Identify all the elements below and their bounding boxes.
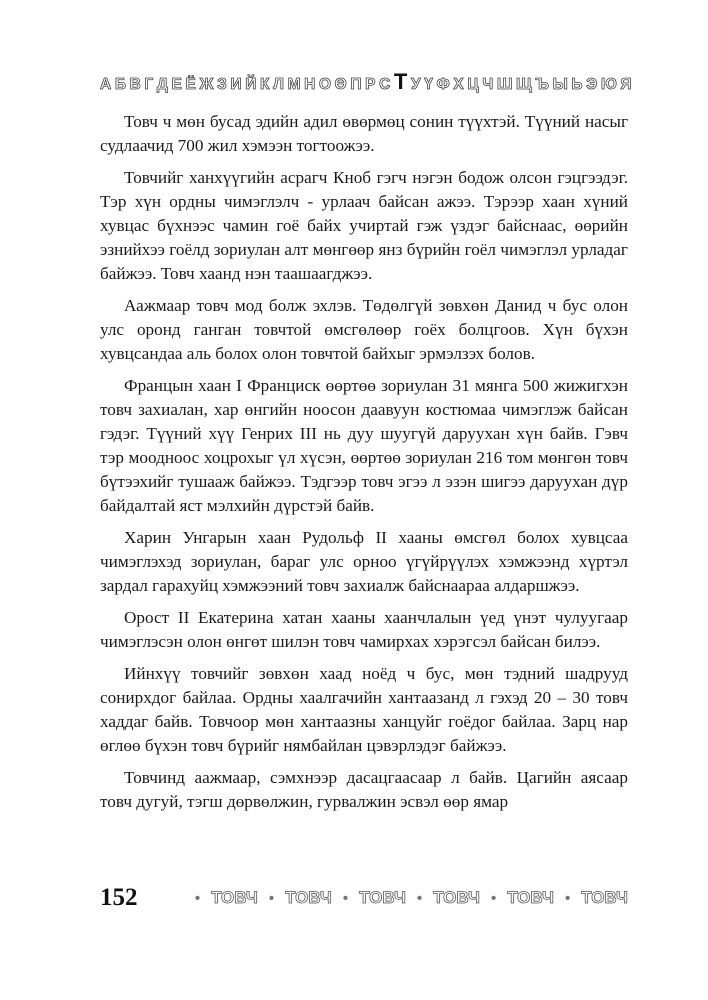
alphabet-letter: Б <box>114 76 126 93</box>
bullet-separator: • <box>490 889 497 907</box>
paragraph: Товч ч мөн бусад эдийн адил өвөрмөц сонин түүхтэй. Түүний насыг судлаачид 700 жил хэмээн тогтоожээ. <box>100 112 628 155</box>
bullet-separator: • <box>342 889 349 907</box>
alphabet-letter: М <box>287 76 301 93</box>
running-title-word: ТОВЧ <box>581 888 628 907</box>
alphabet-letter: Л <box>273 76 284 93</box>
bullet-separator: • <box>416 889 423 907</box>
alphabet-letter: Р <box>365 76 376 93</box>
page-footer <box>100 878 628 918</box>
alphabet-letter: Ж <box>199 76 214 93</box>
alphabet-letter: Ъ <box>535 76 549 93</box>
alphabet-letter: Ш <box>496 76 513 93</box>
bullet-separator: • <box>268 889 275 907</box>
text-body <box>100 110 628 822</box>
alphabet-letter: З <box>217 76 227 93</box>
alphabet-header <box>100 69 632 95</box>
alphabet-letter: Ө <box>334 76 347 93</box>
alphabet-letter: П <box>350 76 362 93</box>
alphabet-letter: В <box>129 76 141 93</box>
page-number: 152 <box>100 884 138 911</box>
bullet-separator: • <box>194 889 201 907</box>
running-title-word: ТОВЧ <box>433 888 480 907</box>
alphabet-letter: У <box>411 76 421 93</box>
alphabet-letter: Ю <box>600 76 617 93</box>
alphabet-letter: С <box>379 76 391 93</box>
paragraph: Ийнхүү товчийг зөвхөн хаад ноёд ч бус, мөн тэдний шадрууд сонирхдог байлаа. Ордны хаалгачийн хантаазанд л гэхэд 20 – 30 товч хаддаг байв. Товчоор мөн хантаазны ханцуйг гоёдог байлаа. Зарц нар өглөө бүхэн товч бүрийг нямбайлан цэвэрлэдэг байжээ. <box>100 664 628 755</box>
running-title-word: ТОВЧ <box>359 888 406 907</box>
alphabet-letter: Й <box>245 76 257 93</box>
bullet-separator: • <box>564 889 571 907</box>
alphabet-letter: И <box>230 76 242 93</box>
alphabet-letter: Д <box>156 76 168 93</box>
paragraph: Францын хаан I Франциск өөртөө зориулан 31 мянга 500 жижигхэн товч захиалан, хар өнгийн ноосон даавуун костюмаа чимэглэж байсан гэдэг. Түүний хүү Генрих III нь дуу шуугүй даруухан хүн байв. Гэвч тэр моодноос хоцрохыг үл хүсэн, өөртөө зориулан 216 том мөнгөн товч бүтээхийг тушааж байжээ. Тэдгээр товч эгээ л эзэн шигээ даруухан дүр байдалтай яст мэлхийн дүрстэй байв. <box>100 376 628 515</box>
alphabet-letter: Х <box>453 76 464 93</box>
alphabet-letter: Ё <box>185 76 196 93</box>
running-title <box>195 888 628 908</box>
alphabet-letter: Щ <box>516 76 532 93</box>
running-title-word: ТОВЧ <box>285 888 332 907</box>
alphabet-letter: О <box>318 76 332 93</box>
paragraph: Аажмаар товч мод болж эхлэв. Төдөлгүй зөвхөн Данид ч бус олон улс оронд ганган товчтой өмсгөлөөр гоёх болцгоов. Хүн бүхэн хувцсандаа аль болох олон товчтой байхыг эрмэлзэх болов. <box>100 296 628 363</box>
alphabet-letter: Я <box>620 76 632 93</box>
running-title-word: ТОВЧ <box>507 888 554 907</box>
alphabet-letter: Ь <box>571 76 583 93</box>
alphabet-letter: Г <box>144 76 154 93</box>
alphabet-letter: Ф <box>436 76 450 93</box>
paragraph: Орост II Екатерина хатан хааны хаанчлалын үед үнэт чулуугаар чимэглэсэн олон өнгөт шилэн товч чамирхах хэрэгсэл байсан билээ. <box>100 608 628 651</box>
alphabet-letter: Е <box>171 76 182 93</box>
alphabet-letter-active: Т <box>393 69 408 94</box>
alphabet-letter: Н <box>304 76 316 93</box>
running-title-word: ТОВЧ <box>211 888 258 907</box>
paragraph: Товчинд аажмаар, сэмхнээр дасацгаасаар л байв. Цагийн аясаар товч дугуй, тэгш дөрвөлжин, гурвалжин эсвэл өөр ямар <box>100 768 628 811</box>
alphabet-letter: Э <box>586 76 598 93</box>
alphabet-letter: Ц <box>467 76 479 93</box>
alphabet-letter: Ү <box>424 76 433 93</box>
alphabet-letter: Ч <box>482 76 494 93</box>
alphabet-letter: К <box>260 76 270 93</box>
alphabet-letter: Ы <box>552 76 568 93</box>
paragraph: Харин Унгарын хаан Рудольф II хааны өмсгөл болох хувцсаа чимэглэхэд зориулан, бараг улс орноо үгүйрүүлэх хэмжээнд хүртэл зардал гарахуйц хэмжээний товч захиалж байснаараа алдаршжээ. <box>100 528 628 595</box>
paragraph: Товчийг ханхүүгийн асрагч Кноб гэгч нэгэн бодож олсон гэцгээдэг. Тэр хүн ордны чимэглэлч - урлаач байсан ажээ. Тэрээр хаан хүний хувцас бүхнээс чамин гоё байх учиртай гэж үздэг байснаас, өөрийн эзнийхээ гоёлд зориулан алт мөнгөөр янз бүрийн гоёл чимэглэл урладаг байжээ. Товч хаанд нэн таашаагджээ. <box>100 168 628 283</box>
alphabet-letter: А <box>100 76 112 93</box>
